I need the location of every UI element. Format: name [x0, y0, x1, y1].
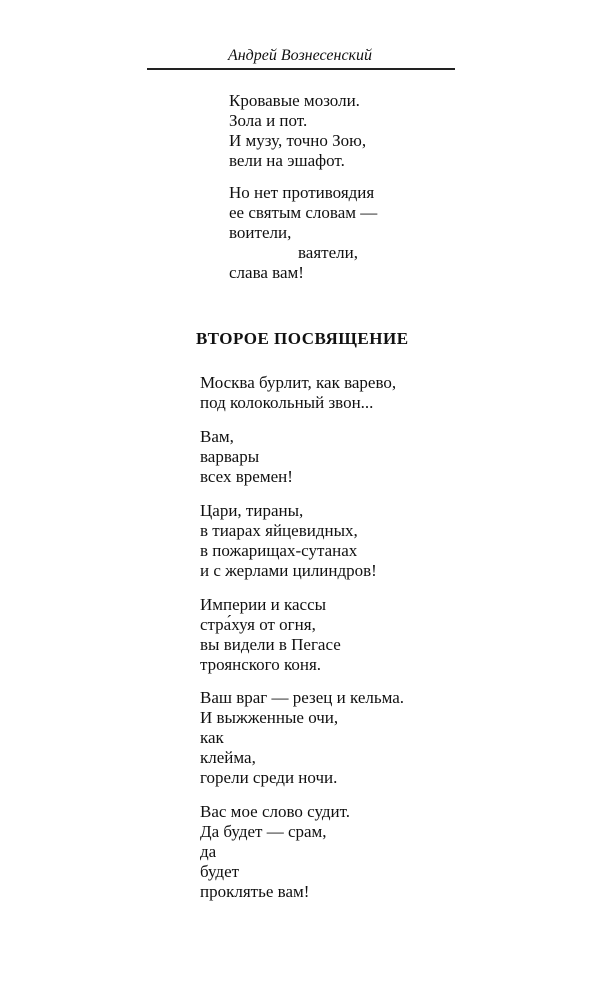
poem1-stanza-1	[0, 91, 600, 171]
poem-line: Вас мое слово судит.	[200, 802, 351, 821]
poem-line: клейма,	[200, 748, 256, 767]
poem-line: слава вам!	[229, 263, 304, 282]
poem-line: Цари, тираны,	[200, 501, 304, 520]
running-head-author: Андрей Вознесенский	[227, 47, 373, 64]
poem-line: и с жерлами цилиндров!	[200, 561, 377, 580]
poem-line: стра́хуя от огня,	[200, 615, 316, 634]
poem-line: в пожарищах-сутанах	[200, 541, 358, 560]
poem-line: будет	[200, 862, 240, 881]
poem-line: вы видели в Пегасе	[200, 635, 341, 654]
poem-line: под колокольный звон...	[200, 393, 374, 412]
poem-line: вели на эшафот.	[229, 151, 345, 170]
poem-line: Империи и кассы	[200, 595, 327, 614]
poem-line: Зола и пот.	[229, 111, 308, 130]
poem-line: горели среди ночи.	[200, 768, 338, 787]
poem-line: И выжженные очи,	[200, 708, 339, 727]
poem-line: ваятели,	[298, 243, 358, 262]
poem2-stanza-3	[0, 501, 600, 581]
poem1-stanza-2	[0, 183, 600, 283]
poem-line: всех времен!	[200, 467, 293, 486]
poem-line: проклятье вам!	[200, 882, 310, 901]
poem-line: воители,	[229, 223, 292, 242]
poem-line: ее святым словам —	[229, 203, 378, 222]
poem-line: Ваш враг — резец и кельма.	[200, 688, 405, 707]
poem-line: Но нет противоядия	[229, 183, 375, 202]
poem2-stanza-2	[0, 427, 600, 487]
poem2-stanza-4	[0, 595, 600, 675]
poem-line: да	[200, 842, 217, 861]
poem-line: троянского коня.	[200, 655, 322, 674]
poem-line: Вам,	[200, 427, 234, 446]
poem-line: И музу, точно Зою,	[229, 131, 367, 150]
poem2-stanza-5	[0, 688, 600, 788]
poem-line: Москва бурлит, как варево,	[200, 373, 397, 392]
poem-title: ВТОРОЕ ПОСВЯЩЕНИЕ	[196, 329, 409, 348]
poem-line: как	[200, 728, 224, 747]
poem-line: Кровавые мозоли.	[229, 91, 360, 110]
poem-line: в тиарах яйцевидных,	[200, 521, 358, 540]
poem2-stanza-6	[0, 802, 600, 902]
poem-line: Да будет — срам,	[200, 822, 327, 841]
poem2-stanza-1	[0, 373, 600, 413]
header-rule	[147, 68, 455, 70]
poem-line: варвары	[200, 447, 260, 466]
